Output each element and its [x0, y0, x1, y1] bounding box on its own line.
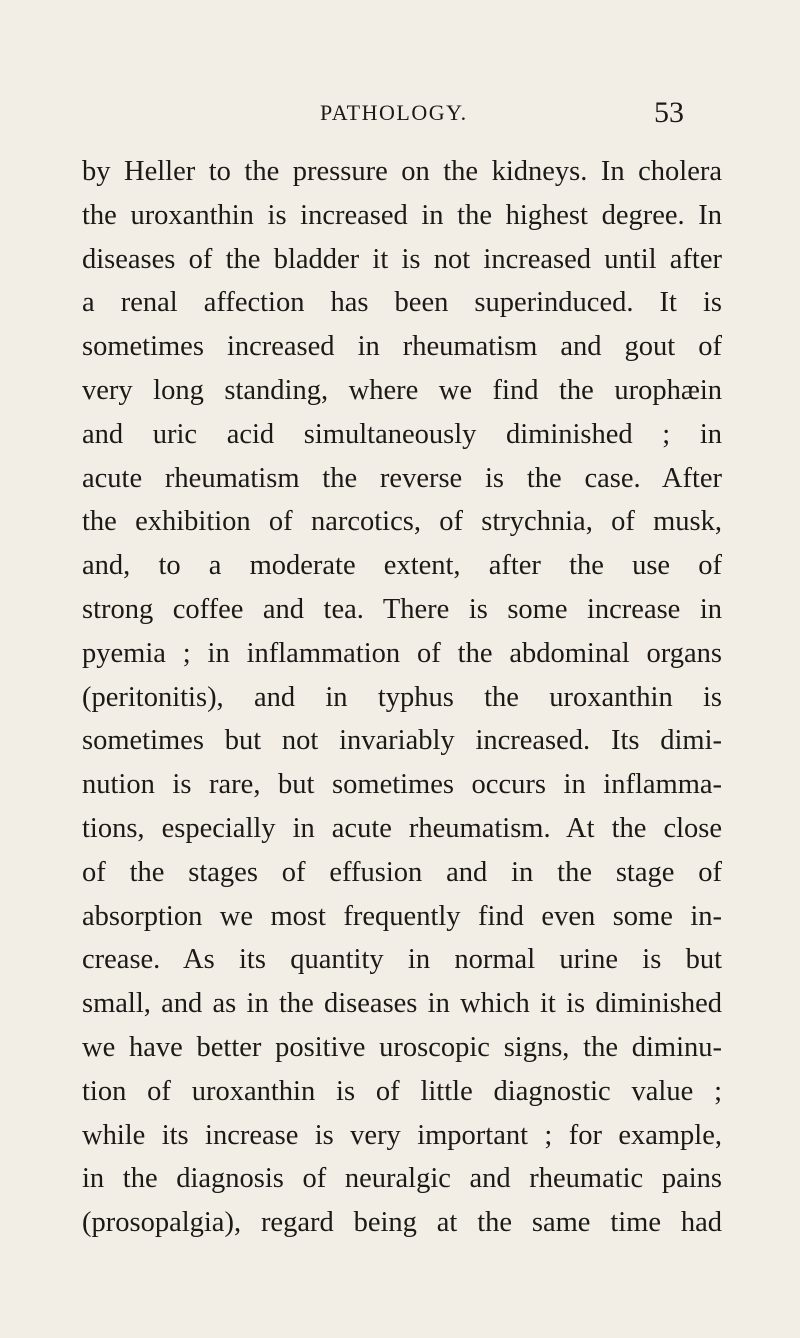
text-line: while its increase is very important ; for example,: [82, 1119, 722, 1151]
running-head: [0, 96, 800, 136]
text-line: (peritonitis), and in typhus the uroxanthin is: [82, 681, 722, 713]
text-line: a renal affection has been superinduced. It is: [82, 287, 722, 319]
text-line: and, to a moderate extent, after the use of: [82, 550, 722, 582]
text-line: absorption we most frequently find even some in-: [82, 900, 722, 932]
text-line: strong coffee and tea. There is some increase in: [82, 593, 722, 625]
text-line: (prosopalgia), regard being at the same time had: [82, 1207, 722, 1239]
running-title: PATHOLOGY.: [320, 100, 468, 125]
text-line: crease. As its quantity in normal urine is but: [82, 944, 722, 976]
text-line: sometimes but not invariably increased. Its dimi-: [82, 725, 722, 757]
text-line: very long standing, where we find the urophæin: [82, 374, 722, 406]
text-line: we have better positive uroscopic signs, the diminu-: [82, 1031, 722, 1063]
text-line: nution is rare, but sometimes occurs in inflamma-: [82, 769, 722, 801]
text-line: tions, especially in acute rheumatism. At the close: [82, 812, 722, 844]
body-text: [82, 150, 722, 1245]
text-line: by Heller to the pressure on the kidneys. In cholera: [82, 156, 722, 187]
text-line: acute rheumatism the reverse is the case. After: [82, 462, 722, 494]
page-number: 53: [654, 96, 684, 129]
text-line: sometimes increased in rheumatism and gout of: [82, 331, 722, 363]
text-line: in the diagnosis of neuralgic and rheumatic pains: [82, 1163, 722, 1195]
text-line: small, and as in the diseases in which it is diminished: [82, 988, 722, 1020]
text-line: the uroxanthin is increased in the highest degree. In: [82, 199, 722, 231]
text-line: and uric acid simultaneously diminished ; in: [82, 418, 722, 450]
text-line: of the stages of effusion and in the stage of: [82, 856, 722, 888]
text-line: tion of uroxanthin is of little diagnostic value ;: [82, 1075, 722, 1107]
text-line: pyemia ; in inflammation of the abdominal organs: [82, 637, 722, 669]
text-line: the exhibition of narcotics, of strychnia, of musk,: [82, 506, 722, 538]
text-line: diseases of the bladder it is not increased until after: [82, 243, 722, 275]
